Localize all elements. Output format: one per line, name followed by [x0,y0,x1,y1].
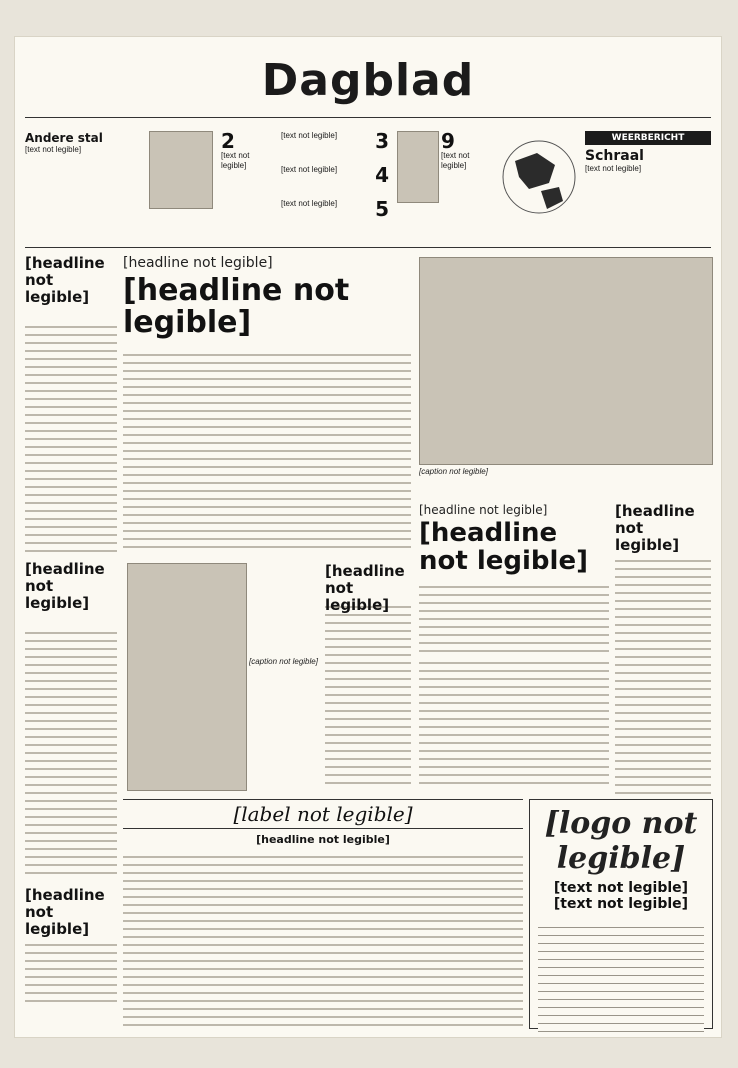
mid-headline: [headline not legible] [325,563,405,614]
teaser-number: 9 [441,131,455,153]
teaser-1 [221,131,275,239]
masthead-rule [25,117,711,118]
lead-photo-caption: [caption not legible] [419,467,488,476]
globe-graphic [497,131,581,221]
teaser-stack [281,131,389,239]
left-article-body [25,941,117,1007]
commentaar-label: [label not legible] [123,799,523,829]
teaser-snippet: [text not legible] [281,131,338,140]
ad-line-2: [text not legible] [553,896,689,912]
teaser-4 [281,199,389,233]
commentaar-heading: [headline not legible] [256,833,390,846]
lead-kicker: [headline not legible] [123,255,273,271]
inset-photo [127,563,247,791]
left-article-body [25,629,117,879]
strip-left-column [25,131,143,239]
strip-left-snippet: [text not legible] [25,145,82,154]
weather-label: WEERBERICHT [585,131,711,145]
weather-heading: Schraal [585,148,644,164]
teaser-5 [441,131,491,239]
right-headline: [headline not legible] [615,503,695,554]
mid-story [325,563,411,793]
second-body [419,583,609,653]
ad-order-form [538,920,704,1038]
second-headline: [headline not legible] [419,518,588,576]
masthead-title: Dagblad [261,54,475,106]
right-body [615,557,711,837]
right-story [615,503,711,843]
teaser-snippet: [text not legible] [281,165,338,174]
lead-headline: [headline not legible] [123,273,350,340]
strip-rule [25,247,711,248]
teaser-photo [397,131,439,203]
lead-body [123,351,411,551]
second-kicker: [headline not legible] [419,503,548,517]
teaser-number: 4 [375,163,389,187]
advertisement [529,799,713,1029]
teaser-snippet: [text not legible] [441,151,470,170]
newspaper-page [14,36,722,1038]
teaser-snippet: [text not legible] [221,151,250,170]
strip-left-heading: Andere stal [25,131,103,145]
teaser-2 [281,131,389,165]
commentaar-body [123,853,523,1027]
lead-story [123,255,411,555]
ad-line-1: [text not legible] [553,880,689,896]
weather-column [585,131,711,239]
teaser-snippet: [text not legible] [281,199,338,208]
masthead [15,45,721,115]
second-story [419,503,609,653]
left-headline-3: [headline not legible] [25,886,105,938]
mid-body [325,603,411,789]
ad-logo: [logo not legible] [544,806,698,876]
globe-icon [497,131,581,221]
teaser-number: 5 [375,197,389,221]
teaser-strip [25,125,711,243]
inset-photo-caption: [caption not legible] [249,657,318,666]
teaser-number: 3 [375,131,389,153]
left-article-body [25,323,117,553]
teaser-number: 2 [221,131,235,153]
teaser-3 [281,165,389,199]
left-headline-2: [headline not legible] [25,560,105,612]
lead-photo [419,257,713,465]
left-column [25,255,117,1015]
left-headline-1: [headline not legible] [25,255,105,306]
second-body-continued [419,659,609,789]
portrait-photo [149,131,213,209]
weather-snippet: [text not legible] [585,164,642,173]
